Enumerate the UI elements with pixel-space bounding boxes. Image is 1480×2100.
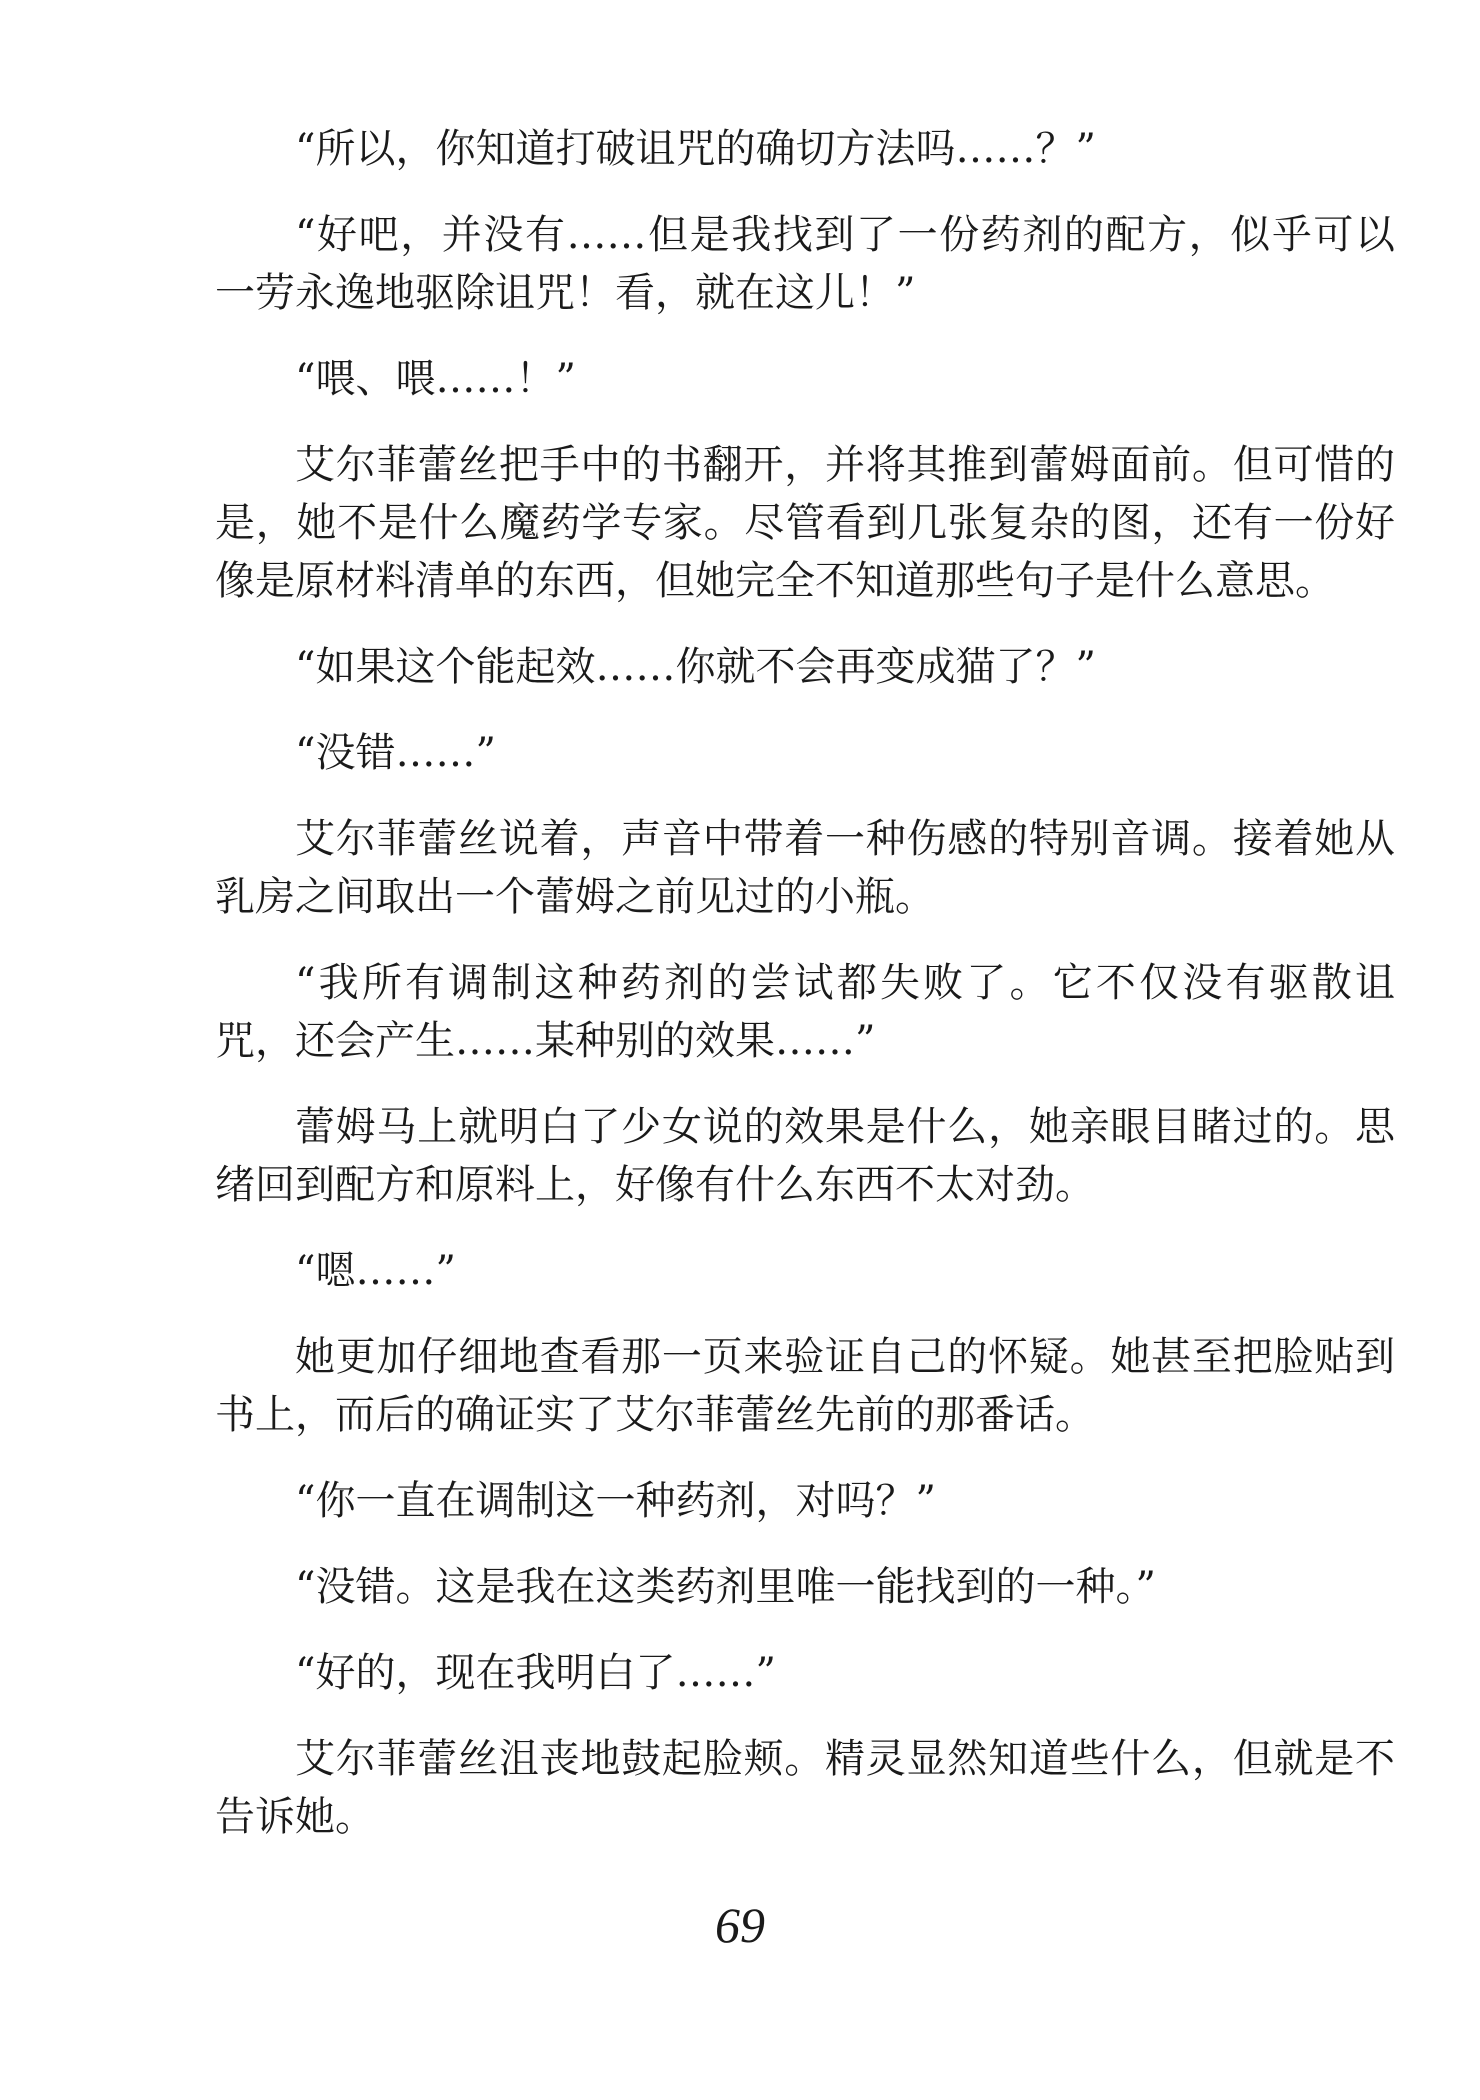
paragraph: 她更加仔细地查看那一页来验证自己的怀疑。她甚至把脸贴到书上，而后的确证实了艾尔菲蕾丝先前的那番话。 [215,1334,1395,1438]
paragraph: “好的，现在我明白了……” [295,1650,776,1696]
paragraph: 艾尔菲蕾丝说着，声音中带着一种伤感的特别音调。接着她从乳房之间取出一个蕾姆之前见过的小瓶。 [215,816,1395,920]
paragraph: “喂、喂……！” [295,356,576,402]
paragraph: “所以，你知道打破诅咒的确切方法吗……？” [295,126,1096,172]
paragraph: 艾尔菲蕾丝把手中的书翻开，并将其推到蕾姆面前。但可惜的是，她不是什么魔药学专家。尽管看到几张复杂的图，还有一份好像是原材料清单的东西，但她完全不知道那些句子是什么意思。 [215,442,1395,604]
paragraph: “嗯……” [295,1248,456,1294]
page-body [215,120,1395,1874]
paragraph: “好吧，并没有……但是我找到了一份药剂的配方，似乎可以一劳永逸地驱除诅咒！看，就在这儿！” [215,212,1395,316]
paragraph: 艾尔菲蕾丝沮丧地鼓起脸颊。精灵显然知道些什么，但就是不告诉她。 [215,1736,1395,1840]
paragraph: “没错……” [295,730,496,776]
paragraph: “如果这个能起效……你就不会再变成猫了？” [295,644,1096,690]
paragraph: 蕾姆马上就明白了少女说的效果是什么，她亲眼目睹过的。思绪回到配方和原料上，好像有什么东西不太对劲。 [215,1104,1395,1208]
paragraph: “没错。这是我在这类药剂里唯一能找到的一种。” [295,1564,1156,1610]
page-number: 69 [715,1897,765,1953]
paragraph: “我所有调制这种药剂的尝试都失败了。它不仅没有驱散诅咒，还会产生……某种别的效果……” [215,960,1395,1064]
paragraph: “你一直在调制这一种药剂，对吗？” [295,1478,936,1524]
